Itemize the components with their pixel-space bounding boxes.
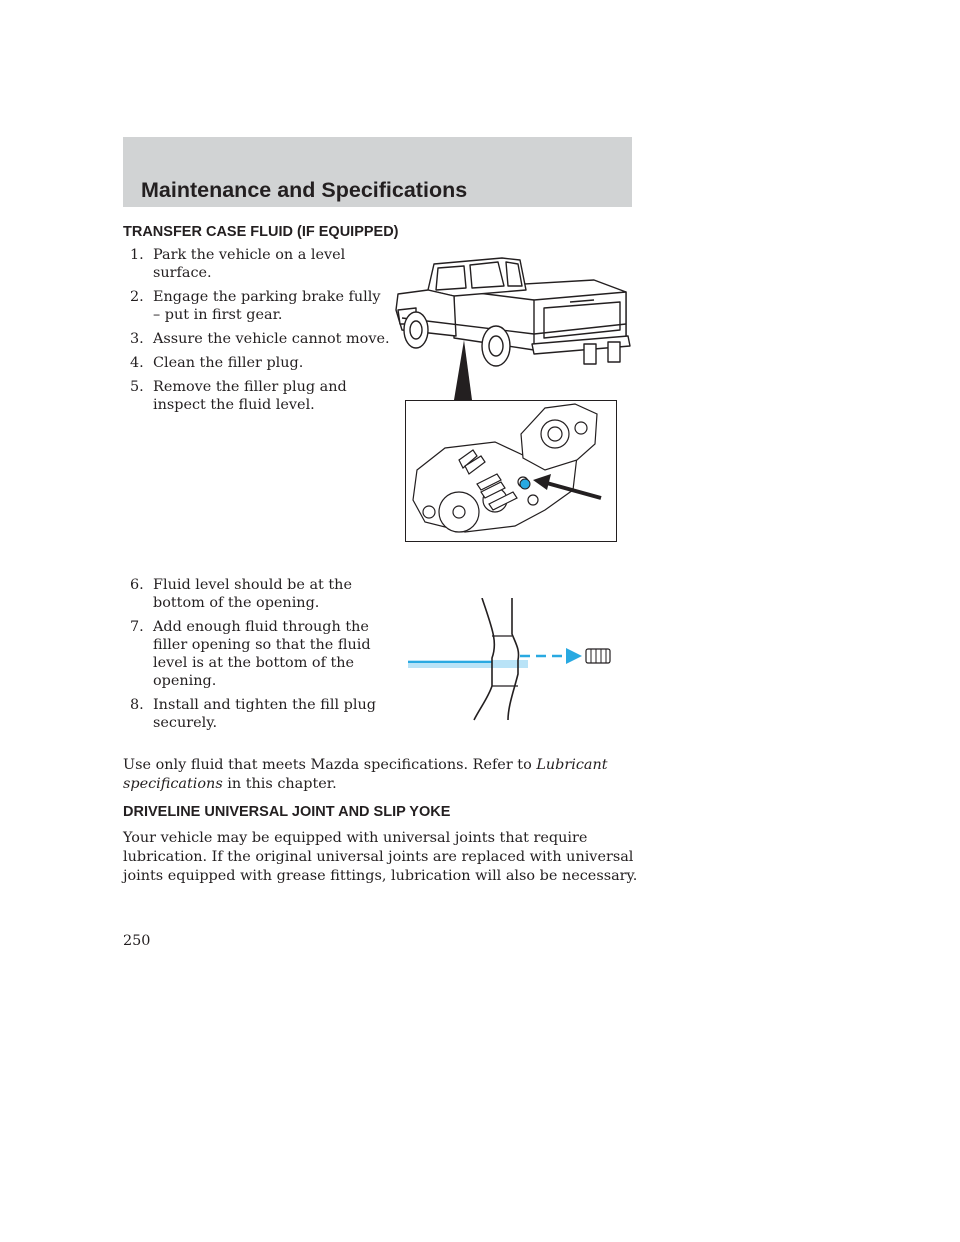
- driveline-body: Your vehicle may be equipped with universal joints that require lubrication. If the original universal joints are replaced with universal joints equipped with grease fittings, lubrication will also be necessary.: [123, 830, 638, 884]
- section-header-band: [123, 137, 632, 207]
- fluid-spec-note: Use only fluid that meets Mazda specifications. Refer to Lubricant specifications in this chapter.: [123, 757, 608, 792]
- section-title: Maintenance and Specifications: [141, 178, 468, 202]
- list-item: 4. Clean the filler plug.: [130, 355, 304, 371]
- steps-list-b: [130, 576, 390, 738]
- list-item: 1. Park the vehicle on a level surface.: [130, 247, 346, 281]
- list-item: 7. Add enough fluid through the filler opening so that the fluid level is at the bottom of the opening.: [130, 619, 371, 689]
- driveline-heading: DRIVELINE UNIVERSAL JOINT AND SLIP YOKE: [123, 804, 451, 820]
- fluid-level-illustration: [408, 598, 614, 722]
- page-number: 250: [123, 933, 151, 949]
- lubricant-specifications-link: Lubricant specifications: [123, 757, 608, 792]
- list-item: 6. Fluid level should be at the bottom of the opening.: [130, 577, 352, 611]
- transfer-case-illustration: [405, 400, 617, 542]
- transfer-case-heading: TRANSFER CASE FLUID (IF EQUIPPED): [123, 224, 399, 240]
- list-item: 3. Assure the vehicle cannot move.: [130, 331, 390, 347]
- list-item: 8. Install and tighten the fill plug securely.: [130, 697, 376, 731]
- list-item: 2. Engage the parking brake fully – put in first gear.: [130, 289, 381, 323]
- steps-list-a: [130, 246, 390, 420]
- pickup-truck-illustration: [394, 250, 634, 400]
- list-item: 5. Remove the filler plug and inspect the fluid level.: [130, 379, 347, 413]
